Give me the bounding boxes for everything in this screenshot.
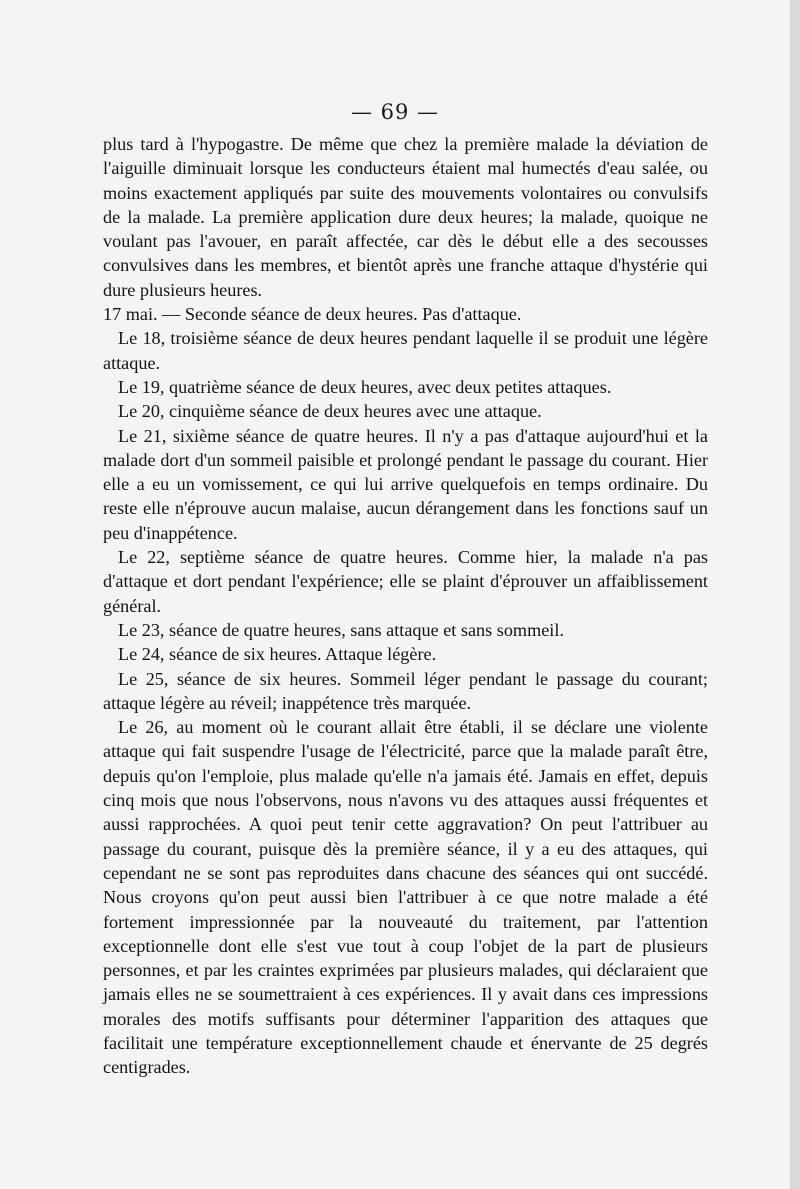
page-number: — 69 — <box>350 100 440 124</box>
paragraph: Le 22, septième séance de quatre heures. Comme hier, la malade n'a pas d'attaque et dort pendant l'expérience; elle se plaint d'éprouver un affaiblissement général. <box>103 547 708 616</box>
paragraph: Le 20, cinquième séance de deux heures avec une attaque. <box>118 401 542 422</box>
paragraph: 17 mai. — Seconde séance de deux heures. Pas d'attaque. <box>103 304 522 325</box>
paragraph: Le 24, séance de six heures. Attaque légère. <box>118 644 437 665</box>
paragraph: Le 26, au moment où le courant allait être établi, il se déclare une violente attaque qui fait suspendre l'usage de l'électricité, parce que la malade paraît être, depuis qu'on l'emploie, plus malade qu'elle n'a jamais été. Jamais en effet, depuis cinq mois que nous l'observons, nous n'avons vu des attaques aussi fréquentes et aussi rapprochées. A quoi peut tenir cette aggravation? On peut l'attribuer au passage du courant, puisque dès la première séance, il y a eu des attaques, qui cependant ne se sont pas reproduites dans chacune des séances qui ont succédé. Nous croyons qu'on peut aussi bien l'attribuer à ce que notre malade a été fortement impressionnée par la nouveauté du traitement, par l'attention exceptionnelle dont elle s'est vue tout à coup l'objet de la part de plusieurs personnes, et par les craintes exprimées par plusieurs malades, qui déclaraient que jamais elles ne se soumettraient à ces expériences. Il y avait dans ces impressions morales des motifs suffisants pour déterminer l'apparition des attaques que facilitait une température exceptionnellement chaude et énervante de 25 degrés centigrades. <box>103 717 708 1078</box>
paragraph: Le 25, séance de six heures. Sommeil léger pendant le passage du courant; attaque légère au réveil; inappétence très marquée. <box>103 668 708 713</box>
paragraph: Le 18, troisième séance de deux heures pendant laquelle il se produit une légère attaque. <box>103 328 708 373</box>
page-edge <box>790 0 800 1189</box>
paragraph: Le 19, quatrième séance de deux heures, avec deux petites attaques. <box>118 376 612 397</box>
paragraph: Le 21, sixième séance de quatre heures. Il n'y a pas d'attaque aujourd'hui et la malade dort d'un sommeil paisible et prolongé pendant le passage du courant. Hier elle a eu un vomissement, ce qui lui arrive quelquefois en temps ordinaire. Du reste elle n'éprouve aucun malaise, aucun dérangement dans les fonctions sauf un peu d'inappétence. <box>103 425 708 543</box>
paragraph: Le 23, séance de quatre heures, sans attaque et sans sommeil. <box>118 619 564 640</box>
page-body <box>103 132 708 1080</box>
paragraph: plus tard à l'hypogastre. De même que chez la première malade la déviation de l'aiguille diminuait lorsque les conducteurs étaient mal humectés d'eau salée, ou moins exactement appliqués par suite des mouvements volontaires ou convulsifs de la malade. La première application dure deux heures; la malade, quoique ne voulant pas l'avouer, en paraît affectée, car dès le début elle a des secousses convulsives dans les membres, et bientôt après une franche attaque d'hystérie qui dure plusieurs heures. <box>103 134 708 300</box>
